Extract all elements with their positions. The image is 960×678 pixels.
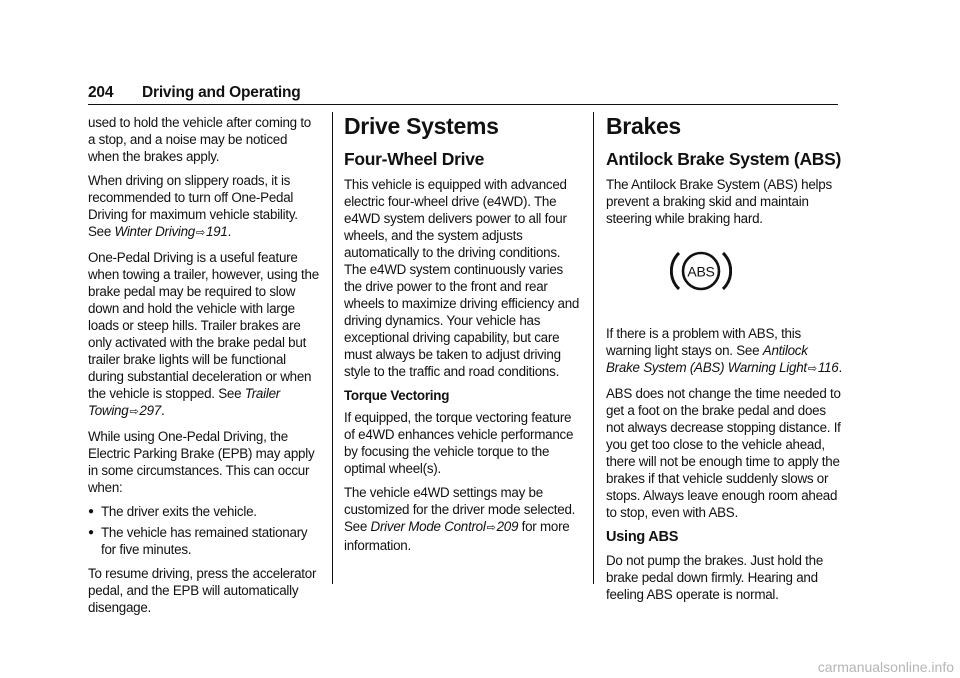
column-3 xyxy=(606,114,842,610)
page-number: 204 xyxy=(88,84,114,101)
subheading-four-wheel-drive: Four-Wheel Drive xyxy=(344,149,485,169)
paragraph-resume: To resume driving, press the accelerator pedal, and the EPB will automatically disengage. xyxy=(88,566,317,615)
bullet-icon: ● xyxy=(88,527,94,538)
abs-symbol-label: ABS xyxy=(687,263,715,280)
section-title: Driving and Operating xyxy=(142,84,301,101)
paragraph-e4wd: This vehicle is equipped with advanced electric four-wheel drive (e4WD). The e4WD system delivers power to all four wheels, and the system adjusts automatically to the driving conditions. The e4WD system continuously varies the drive power to the front and rear wheels to maximize driving efficiency and driving dynamics. Your vehicle has exceptional driving capability, but care must always be taken to adjust driving style to the traffic and road conditions. xyxy=(344,177,580,379)
label-torque-vectoring: Torque Vectoring xyxy=(344,388,450,403)
arrow-right-icon: ⇨ xyxy=(807,363,817,375)
paragraph-epb: While using One-Pedal Driving, the Electric Parking Brake (EPB) may apply in some circumstances. This can occur when: xyxy=(88,429,315,495)
bullet-list xyxy=(88,503,320,558)
arrow-right-icon: ⇨ xyxy=(486,522,496,534)
page-link-116[interactable]: 116 xyxy=(817,360,839,375)
paragraph-using-abs: Do not pump the brakes. Just hold the brake pedal down firmly. Hearing and feeling ABS operate is normal. xyxy=(606,553,824,602)
xref-driver-mode-control[interactable]: Driver Mode Control xyxy=(370,519,486,534)
page-header xyxy=(88,84,838,105)
xref-winter-driving[interactable]: Winter Driving xyxy=(114,224,196,239)
column-1 xyxy=(88,114,320,623)
arrow-right-icon: ⇨ xyxy=(196,227,205,239)
abs-icon xyxy=(670,245,732,297)
list-item: ● The driver exits the vehicle. xyxy=(88,504,257,519)
paragraph-abs-problem: If there is a problem with ABS, this warning light stays on. See Antilock Brake System (ABS) Warning Light⇨116. xyxy=(606,326,842,375)
xref-abs-warning-light[interactable]: Antilock Brake System (ABS) Warning Light xyxy=(606,343,808,375)
paragraph-settings: The vehicle e4WD settings may be customized for the driver mode selected. See Driver Mode Control⇨209 for more information. xyxy=(344,485,576,553)
page-link-297[interactable]: 297 xyxy=(139,403,161,418)
paragraph: used to hold the vehicle after coming to a stop, and a noise may be noticed when the brakes apply. xyxy=(88,115,311,164)
list-item: ● The vehicle has remained stationary for five minutes. xyxy=(88,525,308,557)
xref-trailer-towing[interactable]: Trailer Towing xyxy=(88,386,280,418)
subheading-using-abs: Using ABS xyxy=(606,529,679,545)
column-divider-2 xyxy=(593,112,594,584)
subheading-abs: Antilock Brake System (ABS) xyxy=(606,149,842,169)
page-link-209[interactable]: 209 xyxy=(496,519,519,534)
column-2 xyxy=(344,114,584,561)
watermark: carmanualsonline.info xyxy=(817,659,954,675)
paragraph-slippery-roads: When driving on slippery roads, it is recommended to turn off One-Pedal Driving for maximum vehicle stability. See Winter Driving⇨191. xyxy=(88,173,298,239)
heading-brakes: Brakes xyxy=(606,113,681,139)
column-divider-1 xyxy=(332,112,333,584)
paragraph-towing: One-Pedal Driving is a useful feature when towing a trailer, however, using the brake pedal may be required to slow down and hold the vehicle with large loads or steep hills. Trailer brakes are only activated with the brake pedal but trailer brake lights will be functional during substantial deceleration or when the vehicle is stopped. See Trailer Towing⇨297. xyxy=(88,250,319,418)
bullet-icon: ● xyxy=(88,506,94,517)
paragraph-torque: If equipped, the torque vectoring feature of e4WD enhances vehicle performance by focusing the vehicle torque to the optimal wheel(s). xyxy=(344,410,574,476)
page-link-191[interactable]: 191 xyxy=(205,224,228,239)
paragraph-abs-stopping: ABS does not change the time needed to get a foot on the brake pedal and does not always decrease stopping distance. If you get too close to the vehicle ahead, there will not be enough time to apply the brakes if that vehicle suddenly slows or stops. Always leave enough room ahead to stop, even with ABS. xyxy=(606,386,841,520)
arrow-right-icon: ⇨ xyxy=(129,406,139,418)
abs-warning-symbol xyxy=(606,235,842,313)
paragraph-abs-intro: The Antilock Brake System (ABS) helps prevent a braking skid and maintain steering while braking hard. xyxy=(606,177,832,226)
heading-drive-systems: Drive Systems xyxy=(344,113,499,139)
